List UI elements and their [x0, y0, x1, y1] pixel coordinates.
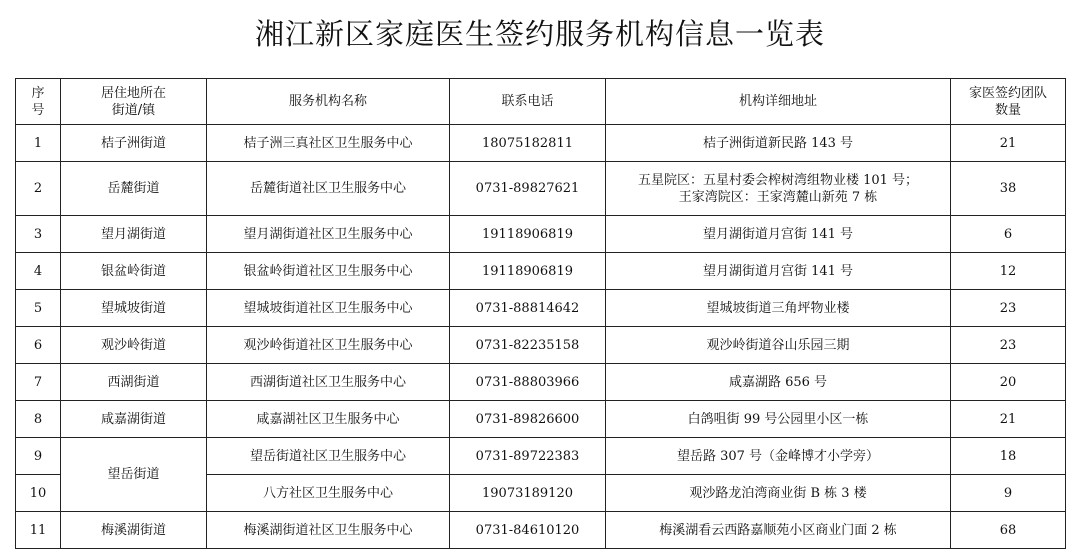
row-teams: 18: [951, 438, 1066, 475]
row-street: 银盆岭街道: [61, 253, 207, 290]
row-index: 11: [16, 512, 61, 549]
row-teams: 6: [951, 216, 1066, 253]
row-street: 梅溪湖街道: [61, 512, 207, 549]
row-phone: 0731-89826600: [450, 401, 606, 438]
table-row: [16, 438, 1066, 475]
row-address: 白鸽咀街 99 号公园里小区一栋: [606, 401, 951, 438]
row-phone: 0731-88803966: [450, 364, 606, 401]
row-address: 观沙路龙泊湾商业街 B 栋 3 楼: [606, 475, 951, 512]
header-address: 机构详细地址: [606, 79, 951, 125]
row-address: 桔子洲街道新民路 143 号: [606, 125, 951, 162]
row-org: 岳麓街道社区卫生服务中心: [207, 162, 450, 216]
table-row: [16, 216, 1066, 253]
row-teams: 23: [951, 290, 1066, 327]
row-phone: 18075182811: [450, 125, 606, 162]
row-street: 西湖街道: [61, 364, 207, 401]
table-row: [16, 364, 1066, 401]
row-org: 八方社区卫生服务中心: [207, 475, 450, 512]
row-org: 西湖街道社区卫生服务中心: [207, 364, 450, 401]
row-org: 桔子洲三真社区卫生服务中心: [207, 125, 450, 162]
row-teams: 12: [951, 253, 1066, 290]
table-header-row: [16, 79, 1066, 125]
row-org: 望城坡街道社区卫生服务中心: [207, 290, 450, 327]
header-phone: 联系电话: [450, 79, 606, 125]
row-index: 10: [16, 475, 61, 512]
row-index: 6: [16, 327, 61, 364]
row-phone: 0731-89827621: [450, 162, 606, 216]
row-phone: 19118906819: [450, 253, 606, 290]
row-org: 梅溪湖街道社区卫生服务中心: [207, 512, 450, 549]
row-teams: 38: [951, 162, 1066, 216]
header-index: 序 号: [16, 79, 61, 125]
table-row: [16, 253, 1066, 290]
row-address: 望月湖街道月宫街 141 号: [606, 253, 951, 290]
row-index: 8: [16, 401, 61, 438]
row-address: 五星院区：五星村委会榨树湾组物业楼 101 号； 王家湾院区：王家湾麓山新苑 7 栋: [606, 162, 951, 216]
row-street: 望月湖街道: [61, 216, 207, 253]
row-teams: 23: [951, 327, 1066, 364]
row-org: 观沙岭街道社区卫生服务中心: [207, 327, 450, 364]
row-address: 咸嘉湖路 656 号: [606, 364, 951, 401]
row-org: 咸嘉湖社区卫生服务中心: [207, 401, 450, 438]
table-row: [16, 125, 1066, 162]
row-index: 1: [16, 125, 61, 162]
row-org: 望月湖街道社区卫生服务中心: [207, 216, 450, 253]
row-phone: 19118906819: [450, 216, 606, 253]
table-row: [16, 290, 1066, 327]
row-org: 银盆岭街道社区卫生服务中心: [207, 253, 450, 290]
row-address: 梅溪湖看云西路嘉顺苑小区商业门面 2 栋: [606, 512, 951, 549]
row-teams: 9: [951, 475, 1066, 512]
row-street: 望城坡街道: [61, 290, 207, 327]
row-street: 望岳街道: [61, 438, 207, 512]
row-address: 望月湖街道月宫街 141 号: [606, 216, 951, 253]
row-address: 望岳路 307 号（金峰博才小学旁）: [606, 438, 951, 475]
row-teams: 68: [951, 512, 1066, 549]
table-row: [16, 401, 1066, 438]
row-phone: 19073189120: [450, 475, 606, 512]
row-index: 7: [16, 364, 61, 401]
row-teams: 20: [951, 364, 1066, 401]
header-org: 服务机构名称: [207, 79, 450, 125]
table-row: [16, 512, 1066, 549]
row-index: 9: [16, 438, 61, 475]
row-street: 岳麓街道: [61, 162, 207, 216]
row-phone: 0731-84610120: [450, 512, 606, 549]
row-street: 观沙岭街道: [61, 327, 207, 364]
row-teams: 21: [951, 125, 1066, 162]
row-index: 4: [16, 253, 61, 290]
table-row: [16, 327, 1066, 364]
header-teams: 家医签约团队 数量: [951, 79, 1066, 125]
row-index: 2: [16, 162, 61, 216]
row-phone: 0731-82235158: [450, 327, 606, 364]
row-org: 望岳街道社区卫生服务中心: [207, 438, 450, 475]
row-index: 5: [16, 290, 61, 327]
row-street: 咸嘉湖街道: [61, 401, 207, 438]
row-index: 3: [16, 216, 61, 253]
row-street: 桔子洲街道: [61, 125, 207, 162]
row-address: 望城坡街道三角坪物业楼: [606, 290, 951, 327]
page-title: 湘江新区家庭医生签约服务机构信息一览表: [254, 17, 825, 51]
institution-table: [15, 78, 1066, 549]
row-phone: 0731-88814642: [450, 290, 606, 327]
row-teams: 21: [951, 401, 1066, 438]
row-phone: 0731-89722383: [450, 438, 606, 475]
table-row: [16, 162, 1066, 216]
row-address: 观沙岭街道谷山乐园三期: [606, 327, 951, 364]
header-street: 居住地所在 街道/镇: [61, 79, 207, 125]
